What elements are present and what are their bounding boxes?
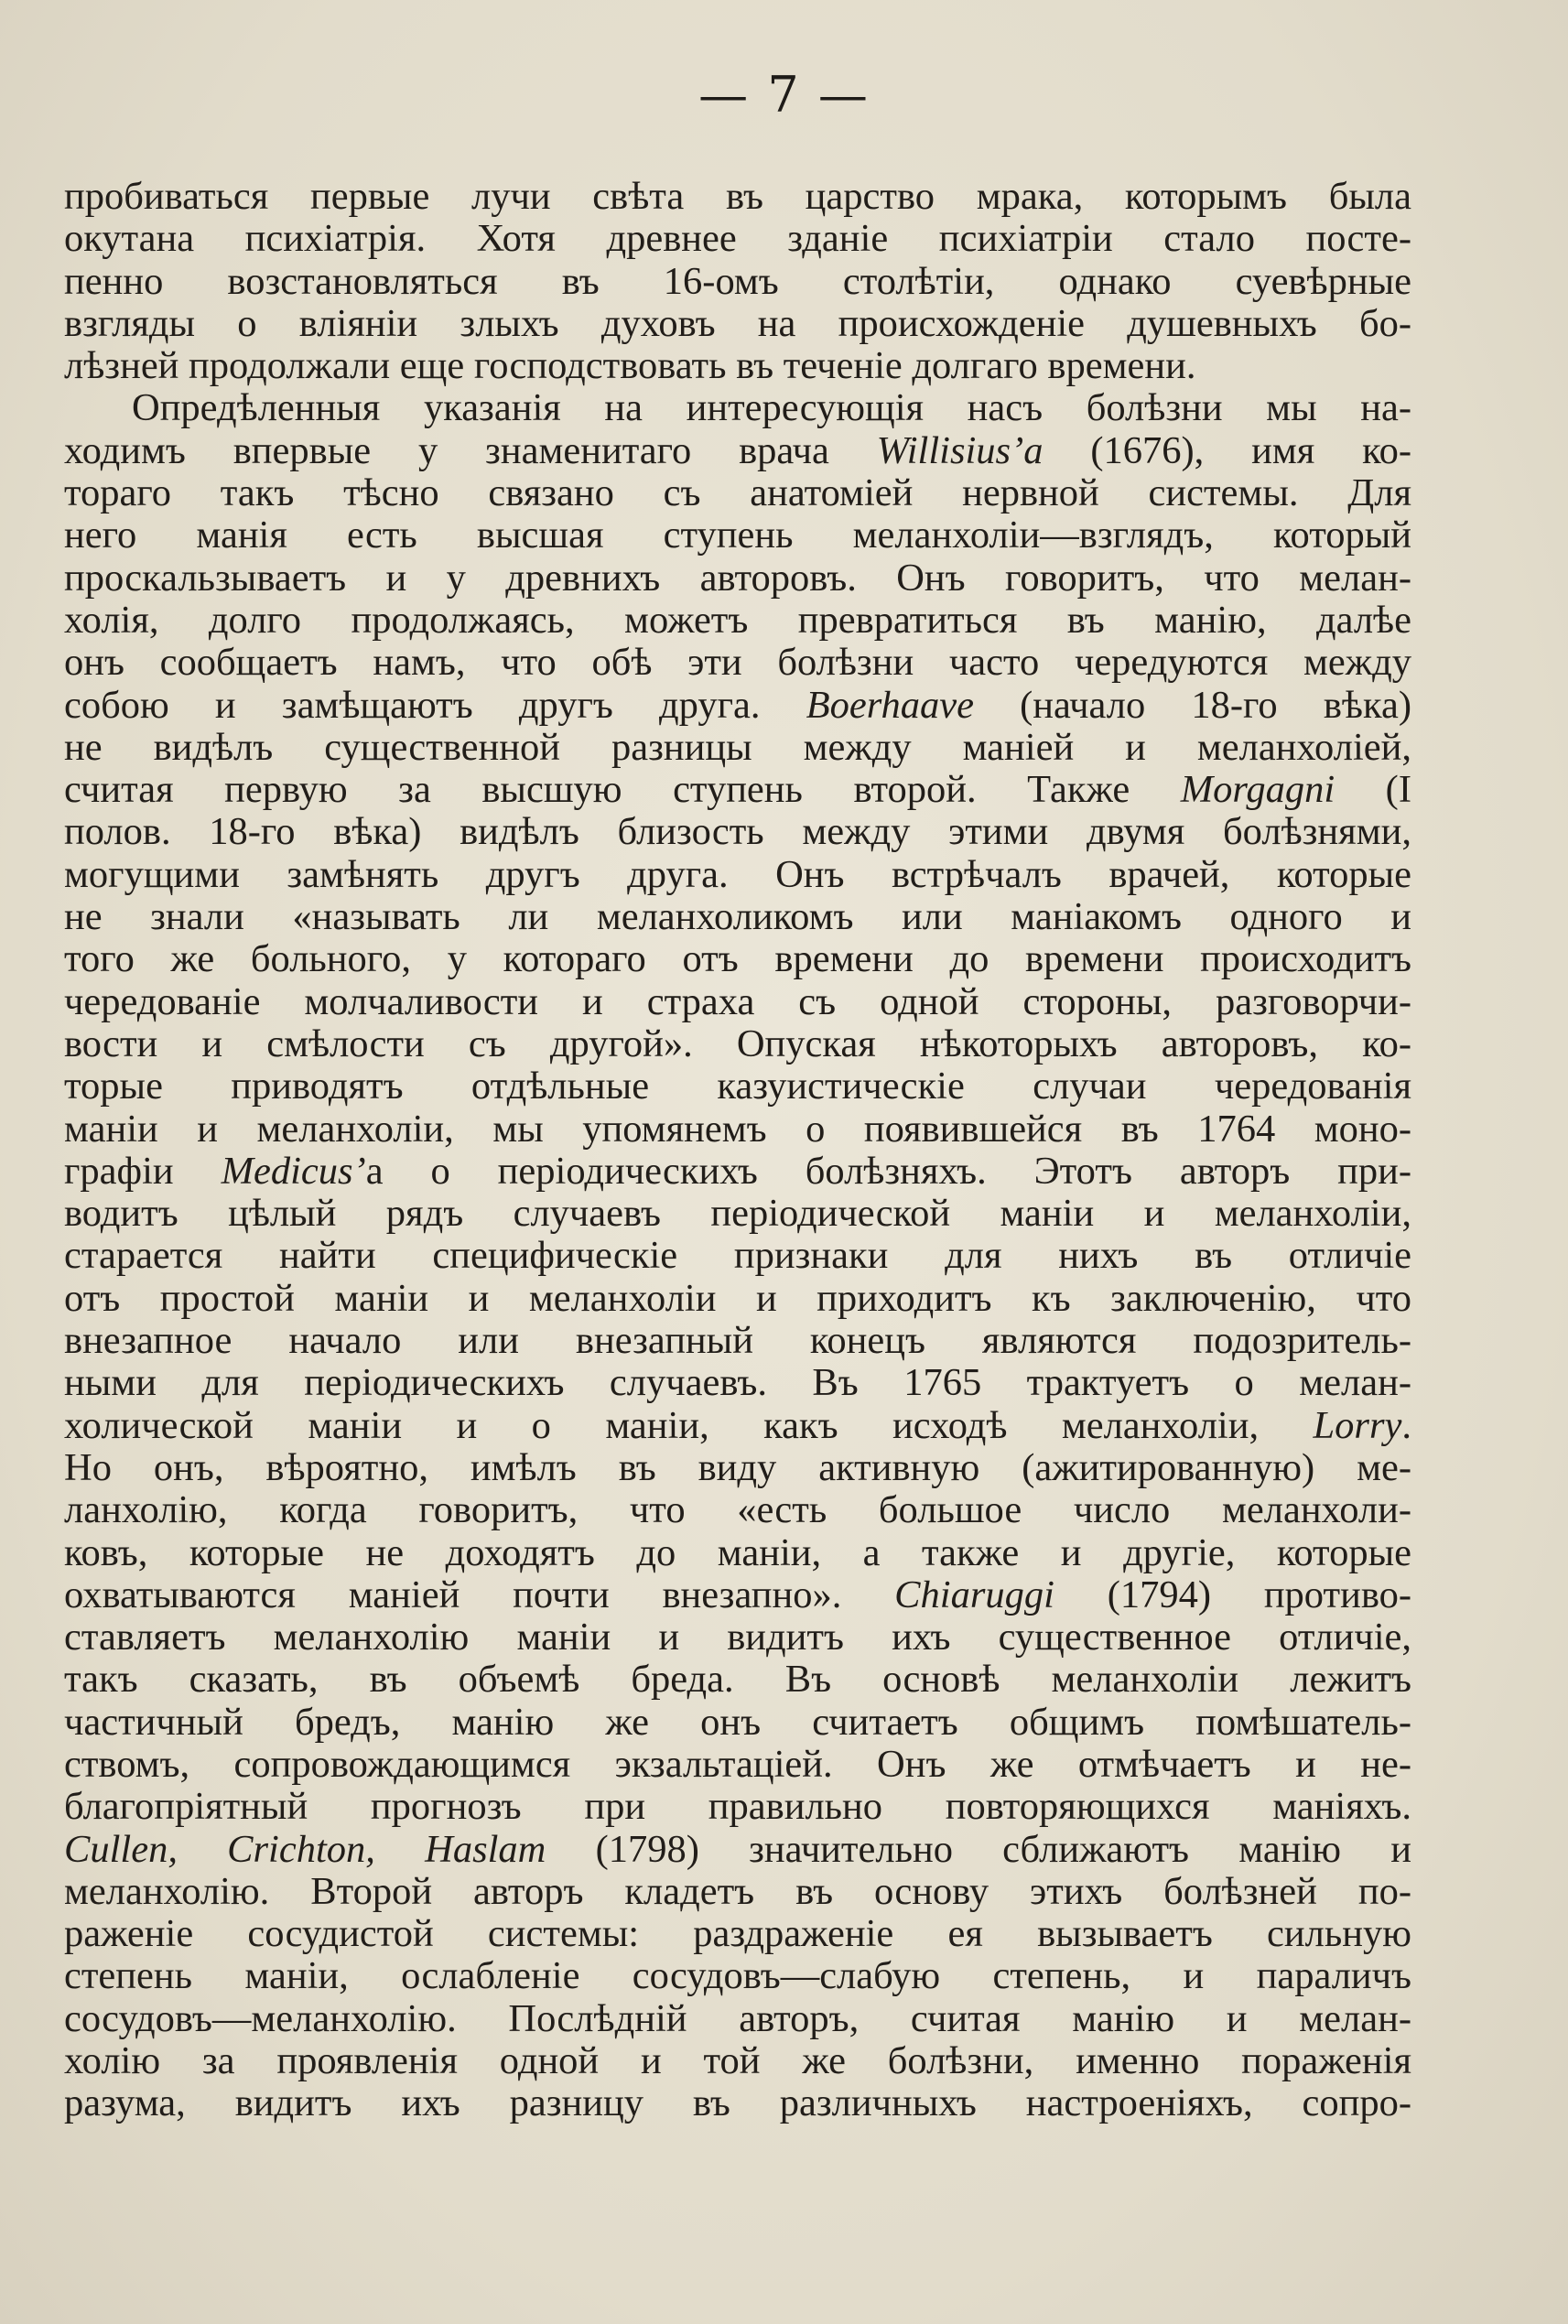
text-segment: (1794) противо- bbox=[1054, 1573, 1411, 1616]
text-line: благопріятный прогнозъ при правильно повторяющихся маніяхъ. bbox=[64, 1785, 1411, 1829]
text-line: чередованіе молчаливости и страха съ одной стороны, разговорчи- bbox=[64, 979, 1411, 1023]
text-line bbox=[64, 1829, 1411, 1871]
text-line: окутана психіатрія. Хотя древнее зданіе психіатріи стало посте- bbox=[64, 217, 1411, 261]
text-line: ланхолію, когда говоритъ, что «есть большое число меланхоли- bbox=[64, 1488, 1411, 1532]
text-line: тораго такъ тѣсно связано съ анатоміей нервной системы. Для bbox=[64, 471, 1411, 515]
body-text bbox=[64, 176, 1411, 2125]
text-line: старается найти специфическіе признаки для нихъ въ отличіе bbox=[64, 1234, 1411, 1278]
text-line bbox=[64, 430, 1411, 472]
italic-author-name: Morgagni bbox=[1180, 768, 1336, 812]
text-line: лѣзней продолжали еще господствовать въ теченіе долгаго времени. bbox=[64, 344, 1196, 388]
text-line: внезапное начало или внезапный конецъ являются подозритель- bbox=[64, 1319, 1411, 1363]
text-segment: а о періодическихъ болѣзняхъ. Этотъ авторъ при- bbox=[365, 1149, 1411, 1193]
text-line: маніи и меланхоліи, мы упомянемъ о появившейся въ 1764 моно- bbox=[64, 1107, 1411, 1151]
text-segment: (I bbox=[1335, 768, 1411, 812]
text-line: меланхолію. Второй авторъ кладетъ въ основу этихъ болѣзней по- bbox=[64, 1869, 1411, 1913]
italic-author-name: Lorry bbox=[1313, 1403, 1402, 1447]
text-line: ными для періодическихъ случаевъ. Въ 1765 трактуетъ о мелан- bbox=[64, 1361, 1411, 1405]
text-line: раженіе сосудистой системы: раздраженіе ея вызываетъ сильную bbox=[64, 1912, 1411, 1956]
text-line: проскальзываетъ и у древнихъ авторовъ. Онъ говоритъ, что мелан- bbox=[64, 556, 1411, 600]
text-segment: (начало 18-го вѣка) bbox=[973, 683, 1411, 727]
text-line: торые приводятъ отдѣльные казуистическіе случаи чередованія bbox=[64, 1065, 1411, 1108]
text-line: полов. 18-го вѣка) видѣлъ близость между этими двумя болѣзнями, bbox=[64, 810, 1411, 854]
text-line: отъ простой маніи и меланхоліи и приходитъ къ заключенію, что bbox=[64, 1276, 1411, 1320]
text-line: не знали «называть ли меланхоликомъ или маніакомъ одного и bbox=[64, 895, 1411, 939]
text-line: холію за проявленія одной и той же болѣзни, именно пораженія bbox=[64, 2039, 1411, 2083]
text-line bbox=[64, 1151, 1411, 1193]
text-line bbox=[64, 769, 1411, 811]
text-segment: (1798) значительно сближаютъ манію и bbox=[546, 1827, 1411, 1871]
italic-author-name: Willisius’a bbox=[876, 428, 1044, 472]
italic-author-name: Chiaruggi bbox=[894, 1573, 1054, 1616]
italic-author-name: Medicus’ bbox=[221, 1149, 366, 1193]
text-segment: ходимъ впервые у знаменитаго врача bbox=[64, 428, 877, 472]
text-line: частичный бредъ, манію же онъ считаетъ общимъ помѣшатель- bbox=[64, 1700, 1411, 1744]
text-segment: графіи bbox=[64, 1149, 222, 1193]
text-segment: охватываются маніей почти внезапно». bbox=[64, 1573, 895, 1616]
text-line: него манія есть высшая ступень меланхоліи—взглядъ, который bbox=[64, 513, 1411, 557]
text-line: холія, долго продолжаясь, можетъ превратиться въ манію, далѣе bbox=[64, 598, 1411, 642]
text-segment: собою и замѣщаютъ другъ друга. bbox=[64, 683, 806, 727]
text-line: вости и смѣлости съ другой». Опуская нѣкоторыхъ авторовъ, ко- bbox=[64, 1021, 1411, 1065]
text-line: могущими замѣнять другъ друга. Онъ встрѣчалъ врачей, которые bbox=[64, 852, 1411, 896]
text-line: пенно возстановляться въ 16-омъ столѣтіи, однако суевѣрные bbox=[64, 259, 1411, 303]
text-segment: холической маніи и о маніи, какъ исходѣ меланхоліи, bbox=[64, 1403, 1314, 1447]
text-line: не видѣлъ существенной разницы между маніей и меланхоліей, bbox=[64, 725, 1411, 769]
text-line bbox=[64, 685, 1411, 727]
text-segment: (1676), имя ко- bbox=[1043, 428, 1412, 472]
text-line: такъ сказать, въ объемѣ бреда. Въ основѣ меланхоліи лежитъ bbox=[64, 1658, 1411, 1702]
text-line: разума, видитъ ихъ разницу въ различныхъ настроеніяхъ, сопро- bbox=[64, 2081, 1411, 2125]
text-line bbox=[64, 1405, 1411, 1447]
text-line: того же больного, у котораго отъ времени до времени происходитъ bbox=[64, 937, 1411, 981]
page-number: — 7 — bbox=[698, 66, 870, 124]
text-line: ковъ, которые не доходятъ до маніи, а также и другіе, которые bbox=[64, 1530, 1411, 1574]
text-segment: считая первую за высшую ступень второй. Также bbox=[64, 768, 1181, 812]
italic-author-name: Cullen, Crichton, Haslam bbox=[64, 1827, 546, 1871]
text-line: Опредѣленныя указанія на интересующія насъ болѣзни мы на- bbox=[132, 386, 1411, 430]
text-line: Но онъ, вѣроятно, имѣлъ въ виду активную (ажитированную) ме- bbox=[64, 1445, 1411, 1489]
text-segment: . bbox=[1401, 1403, 1411, 1447]
italic-author-name: Boerhaave bbox=[806, 683, 974, 727]
text-line: взгляды о вліяніи злыхъ духовъ на происхожденіе душевныхъ бо- bbox=[64, 301, 1411, 345]
text-line bbox=[64, 1574, 1411, 1616]
text-line: онъ сообщаетъ намъ, что обѣ эти болѣзни часто чередуются между bbox=[64, 641, 1411, 685]
text-line: ставляетъ меланхолію маніи и видитъ ихъ существенное отличіе, bbox=[64, 1616, 1411, 1659]
text-line: водитъ цѣлый рядъ случаевъ періодической маніи и меланхоліи, bbox=[64, 1192, 1411, 1236]
text-line: пробиваться первые лучи свѣта въ царство мрака, которымъ была bbox=[64, 175, 1411, 218]
text-line: сосудовъ—меланхолію. Послѣдній авторъ, считая манію и мелан- bbox=[64, 1996, 1411, 2040]
text-line: степень маніи, ослабленіе сосудовъ—слабую степень, и параличъ bbox=[64, 1954, 1411, 1998]
text-line: ствомъ, сопровождающимся экзальтаціей. Онъ же отмѣчаетъ и не- bbox=[64, 1742, 1411, 1786]
